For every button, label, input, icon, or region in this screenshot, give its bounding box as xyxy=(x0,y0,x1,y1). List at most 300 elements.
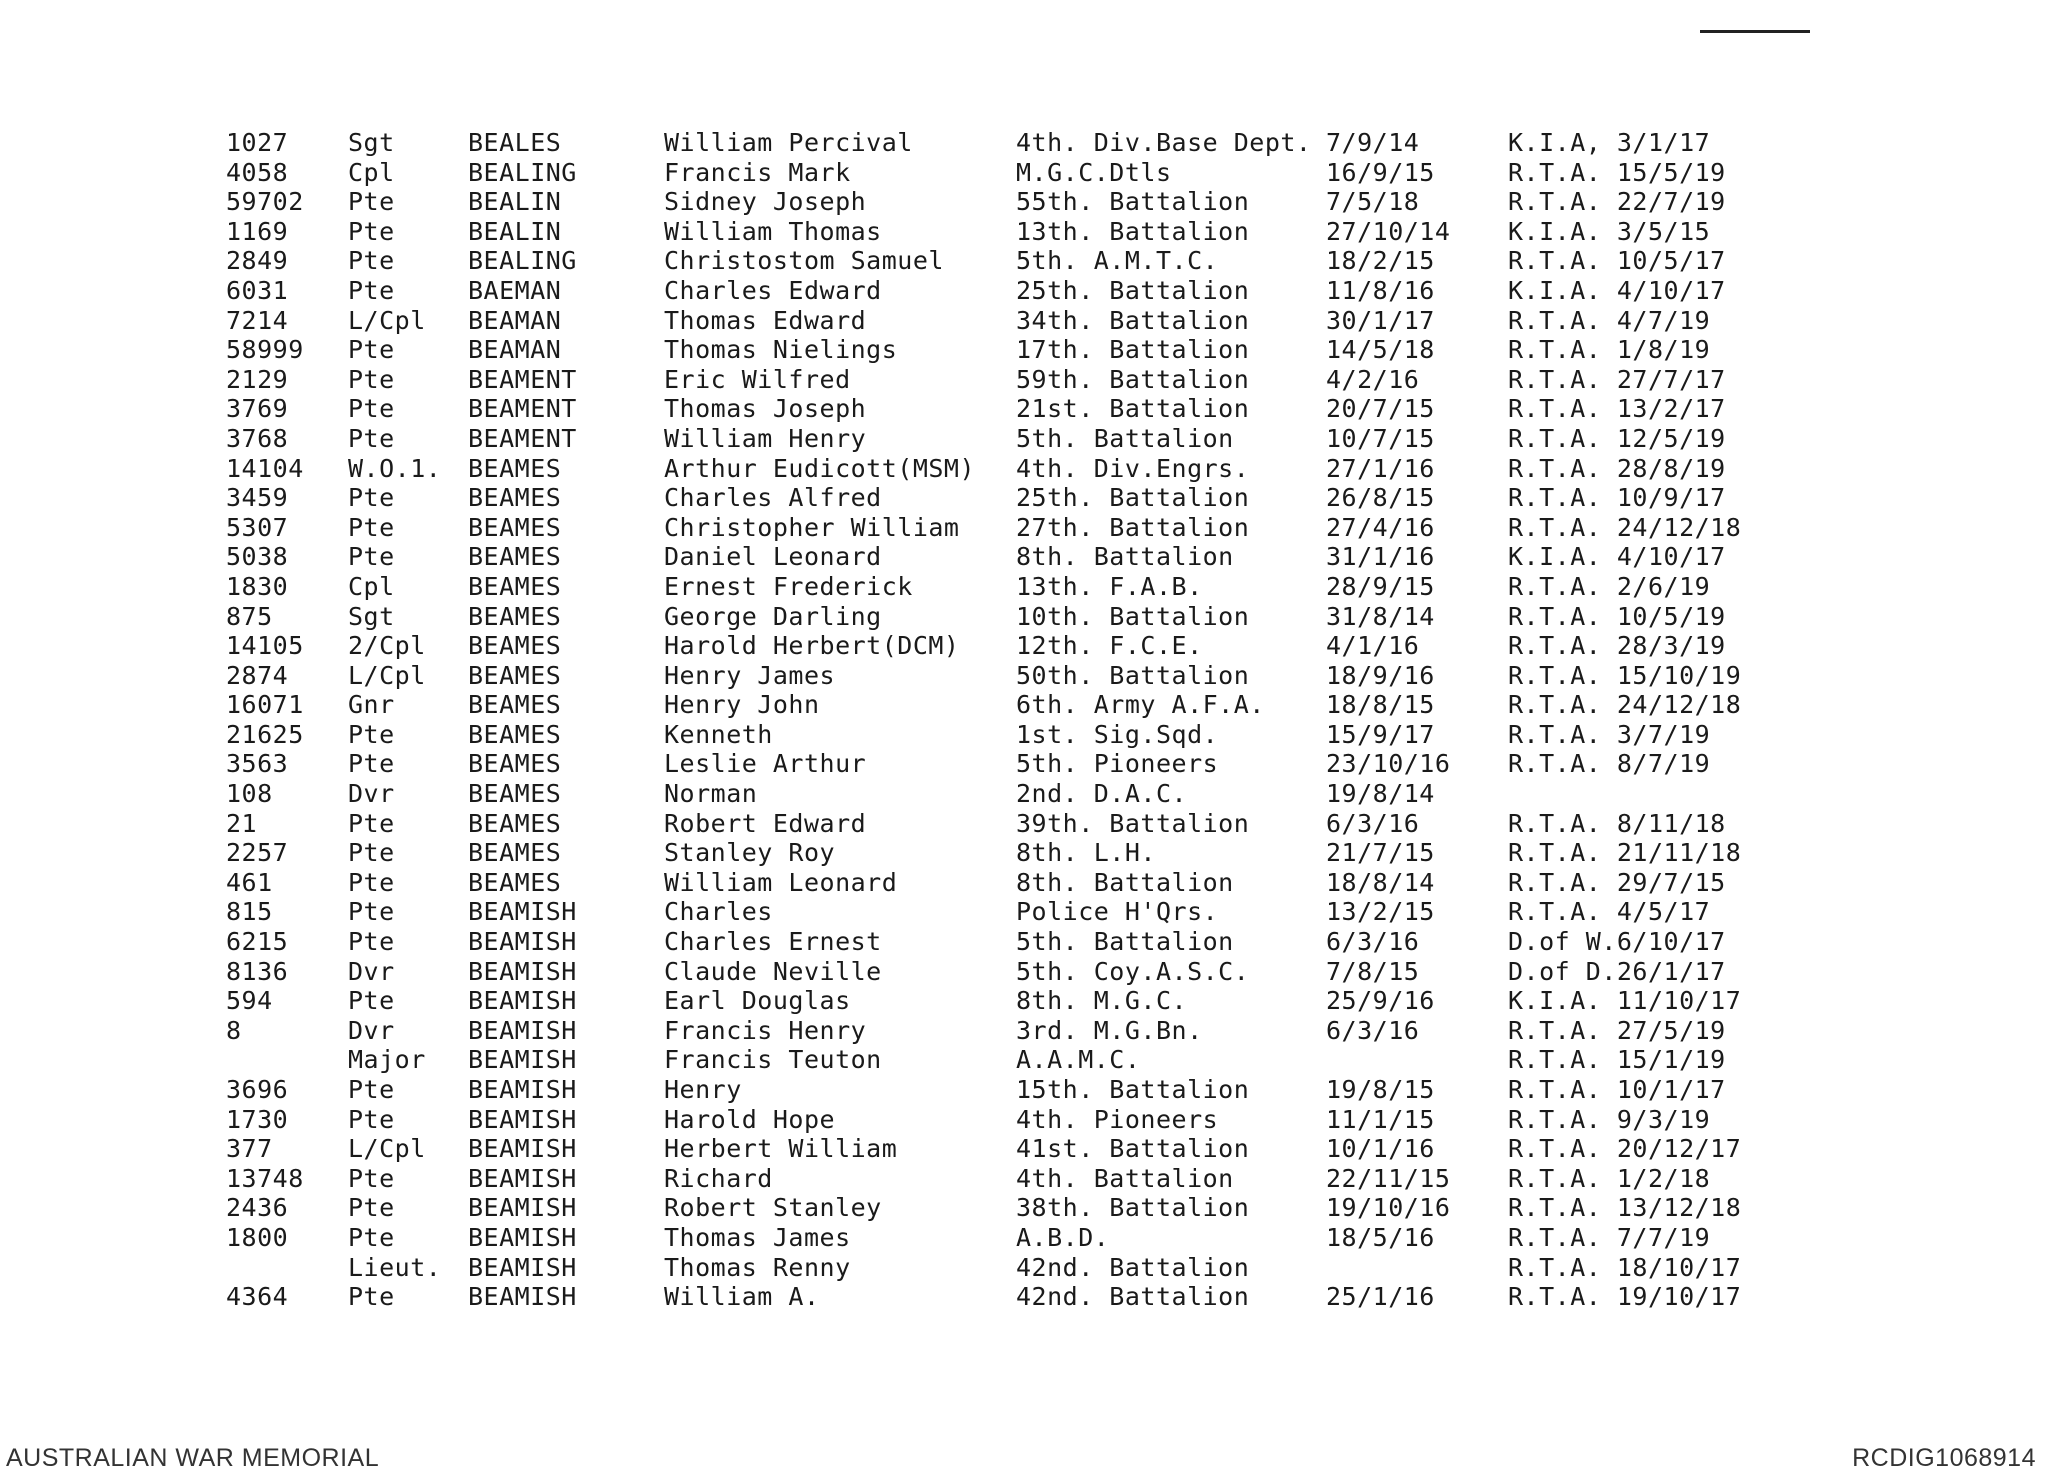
rank: Pte xyxy=(348,1282,395,1312)
fate: R.T.A. 20/12/17 xyxy=(1508,1134,1742,1164)
surname: BEALIN xyxy=(468,187,562,217)
surname: BEAMES xyxy=(468,808,562,838)
service-number: 5307 xyxy=(226,512,289,542)
surname: BEAMAN xyxy=(468,335,562,365)
rank: Pte xyxy=(348,246,395,276)
roll-entry xyxy=(0,720,2048,750)
enlistment-date: 11/8/16 xyxy=(1326,275,1435,305)
given-names: Henry xyxy=(664,1075,742,1104)
given-names: Daniel Leonard xyxy=(664,542,882,572)
rank: Pte xyxy=(348,867,395,897)
service-number: 6215 xyxy=(226,927,289,957)
roll-entry xyxy=(0,631,2048,661)
service-number: 2874 xyxy=(226,660,289,690)
service-number: 59702 xyxy=(226,187,304,217)
service-number: 108 xyxy=(226,779,273,809)
roll-entry xyxy=(0,1134,2048,1164)
service-number: 4364 xyxy=(226,1282,289,1312)
service-number: 875 xyxy=(226,601,273,631)
rank: Pte xyxy=(348,216,395,246)
service-number: 3459 xyxy=(226,483,289,513)
rank: Dvr xyxy=(348,1015,395,1045)
rank: Pte xyxy=(348,394,395,424)
roll-entry xyxy=(0,365,2048,395)
fate: R.T.A. 2/6/19 xyxy=(1508,571,1711,601)
rank: Pte xyxy=(348,187,395,217)
rank: L/Cpl xyxy=(348,660,426,690)
enlistment-date: 18/5/16 xyxy=(1326,1222,1435,1252)
roll-entry xyxy=(0,1253,2048,1283)
fate: R.T.A. 18/10/17 xyxy=(1508,1252,1742,1282)
enlistment-date: 7/9/14 xyxy=(1326,128,1420,157)
unit: 59th. Battalion xyxy=(1016,364,1250,394)
rank: Pte xyxy=(348,542,395,572)
fate: R.T.A. 3/7/19 xyxy=(1508,719,1711,749)
surname: BEAMISH xyxy=(468,1163,577,1193)
fate: R.T.A. 27/7/17 xyxy=(1508,364,1726,394)
surname: BAEMAN xyxy=(468,275,562,305)
fate: R.T.A. 1/8/19 xyxy=(1508,335,1711,365)
surname: BEALIN xyxy=(468,216,562,246)
given-names: Harold Hope xyxy=(664,1104,836,1134)
service-number: 14104 xyxy=(226,453,304,483)
surname: BEAMENT xyxy=(468,423,577,453)
enlistment-date: 10/7/15 xyxy=(1326,423,1435,453)
unit: 15th. Battalion xyxy=(1016,1075,1250,1104)
given-names: Thomas James xyxy=(664,1222,851,1252)
fate: R.T.A. 8/7/19 xyxy=(1508,749,1711,779)
roll-entry xyxy=(0,483,2048,513)
surname: BEAMISH xyxy=(468,897,577,927)
service-number: 8136 xyxy=(226,956,289,986)
enlistment-date: 18/2/15 xyxy=(1326,246,1435,276)
service-number: 1730 xyxy=(226,1104,289,1134)
fate: D.of D.26/1/17 xyxy=(1508,956,1726,986)
roll-entry xyxy=(0,957,2048,987)
surname: BEAMES xyxy=(468,601,562,631)
given-names: Stanley Roy xyxy=(664,838,836,868)
enlistment-date: 18/8/15 xyxy=(1326,690,1435,720)
enlistment-date: 19/8/14 xyxy=(1326,779,1435,809)
fate: R.T.A. 22/7/19 xyxy=(1508,187,1726,217)
given-names: William A. xyxy=(664,1282,820,1312)
given-names: Robert Edward xyxy=(664,808,867,838)
given-names: Thomas Nielings xyxy=(664,335,898,365)
roll-entry xyxy=(0,128,2048,158)
service-number: 13748 xyxy=(226,1163,304,1193)
rank: Pte xyxy=(348,1222,395,1252)
fate: R.T.A. 10/1/17 xyxy=(1508,1075,1726,1104)
rank: Pte xyxy=(348,986,395,1016)
roll-entry xyxy=(0,158,2048,188)
roll-entry xyxy=(0,661,2048,691)
unit: 39th. Battalion xyxy=(1016,808,1250,838)
surname: BEAMISH xyxy=(468,1104,577,1134)
enlistment-date: 31/1/16 xyxy=(1326,542,1435,572)
roll-entry xyxy=(0,1075,2048,1105)
unit: 4th. Div.Base Dept. xyxy=(1016,128,1312,157)
fate: R.T.A. 27/5/19 xyxy=(1508,1015,1726,1045)
unit: M.G.C.Dtls xyxy=(1016,157,1172,187)
fate: R.T.A. 4/5/17 xyxy=(1508,897,1711,927)
page-mark xyxy=(1700,30,1810,33)
given-names: William Henry xyxy=(664,423,867,453)
unit: 5th. Pioneers xyxy=(1016,749,1219,779)
service-number: 3696 xyxy=(226,1075,289,1104)
enlistment-date: 22/11/15 xyxy=(1326,1163,1451,1193)
enlistment-date: 7/5/18 xyxy=(1326,187,1420,217)
enlistment-date: 20/7/15 xyxy=(1326,394,1435,424)
footer-reference: RCDIG1068914 xyxy=(1852,1444,2036,1472)
unit: 10th. Battalion xyxy=(1016,601,1250,631)
enlistment-date: 26/8/15 xyxy=(1326,483,1435,513)
rank: Dvr xyxy=(348,956,395,986)
service-number: 815 xyxy=(226,897,273,927)
rank: L/Cpl xyxy=(348,1134,426,1164)
enlistment-date: 4/2/16 xyxy=(1326,364,1420,394)
given-names: Richard xyxy=(664,1163,773,1193)
unit: 6th. Army A.F.A. xyxy=(1016,690,1265,720)
rank: Pte xyxy=(348,512,395,542)
fate: R.T.A. 15/10/19 xyxy=(1508,660,1742,690)
rank: Pte xyxy=(348,927,395,957)
unit: 12th. F.C.E. xyxy=(1016,631,1203,661)
service-number: 21625 xyxy=(226,719,304,749)
given-names: Kenneth xyxy=(664,719,773,749)
service-number: 1830 xyxy=(226,571,289,601)
roll-entry xyxy=(0,868,2048,898)
service-number: 2436 xyxy=(226,1193,289,1223)
fate: R.T.A. 13/12/18 xyxy=(1508,1193,1742,1223)
enlistment-date: 23/10/16 xyxy=(1326,749,1451,779)
roll-entry xyxy=(0,276,2048,306)
unit: 34th. Battalion xyxy=(1016,305,1250,335)
surname: BEAMES xyxy=(468,483,562,513)
enlistment-date: 28/9/15 xyxy=(1326,571,1435,601)
fate: R.T.A. 24/12/18 xyxy=(1508,512,1742,542)
enlistment-date: 18/8/14 xyxy=(1326,867,1435,897)
rank: L/Cpl xyxy=(348,305,426,335)
unit: 25th. Battalion xyxy=(1016,483,1250,513)
fate: D.of W.6/10/17 xyxy=(1508,927,1726,957)
given-names: Leslie Arthur xyxy=(664,749,867,779)
unit: 50th. Battalion xyxy=(1016,660,1250,690)
given-names: Christostom Samuel xyxy=(664,246,944,276)
service-number: 3563 xyxy=(226,749,289,779)
roll-entry xyxy=(0,1282,2048,1312)
given-names: Charles Edward xyxy=(664,275,882,305)
given-names: Thomas Renny xyxy=(664,1252,851,1282)
unit: A.B.D. xyxy=(1016,1222,1110,1252)
fate: R.T.A. 15/1/19 xyxy=(1508,1045,1726,1075)
surname: BEAMISH xyxy=(468,1282,577,1312)
enlistment-date: 6/3/16 xyxy=(1326,1015,1420,1045)
unit: 1st. Sig.Sqd. xyxy=(1016,719,1219,749)
unit: 25th. Battalion xyxy=(1016,275,1250,305)
given-names: Thomas Edward xyxy=(664,305,867,335)
roll-entry xyxy=(0,1045,2048,1075)
unit: A.A.M.C. xyxy=(1016,1045,1141,1075)
rank: Pte xyxy=(348,1104,395,1134)
given-names: Norman xyxy=(664,779,758,809)
roll-entry xyxy=(0,1016,2048,1046)
surname: BEAMENT xyxy=(468,394,577,424)
rank: Pte xyxy=(348,808,395,838)
unit: 2nd. D.A.C. xyxy=(1016,779,1188,809)
fate: R.T.A. 4/7/19 xyxy=(1508,305,1711,335)
surname: BEAMISH xyxy=(468,1045,577,1075)
unit: 5th. Battalion xyxy=(1016,927,1234,957)
rank: Pte xyxy=(348,275,395,305)
roll-entry xyxy=(0,749,2048,779)
roll-entry xyxy=(0,690,2048,720)
enlistment-date: 10/1/16 xyxy=(1326,1134,1435,1164)
roll-entry xyxy=(0,424,2048,454)
rank: Pte xyxy=(348,483,395,513)
fate: R.T.A. 21/11/18 xyxy=(1508,838,1742,868)
rank: Pte xyxy=(348,335,395,365)
unit: 42nd. Battalion xyxy=(1016,1252,1250,1282)
enlistment-date: 15/9/17 xyxy=(1326,719,1435,749)
roll-entry xyxy=(0,187,2048,217)
surname: BEALING xyxy=(468,246,577,276)
roll-entry xyxy=(0,1164,2048,1194)
enlistment-date: 11/1/15 xyxy=(1326,1104,1435,1134)
rank: Pte xyxy=(348,749,395,779)
surname: BEAMES xyxy=(468,453,562,483)
enlistment-date: 18/9/16 xyxy=(1326,660,1435,690)
fate: R.T.A. 15/5/19 xyxy=(1508,157,1726,187)
enlistment-date: 19/8/15 xyxy=(1326,1075,1435,1104)
roll-entry xyxy=(0,335,2048,365)
given-names: Francis Henry xyxy=(664,1015,867,1045)
rank: Pte xyxy=(348,838,395,868)
enlistment-date: 27/10/14 xyxy=(1326,216,1451,246)
unit: 3rd. M.G.Bn. xyxy=(1016,1015,1203,1045)
surname: BEAMISH xyxy=(468,1193,577,1223)
surname: BEAMES xyxy=(468,690,562,720)
enlistment-date: 13/2/15 xyxy=(1326,897,1435,927)
fate: R.T.A. 10/9/17 xyxy=(1508,483,1726,513)
given-names: William Thomas xyxy=(664,216,882,246)
roll-entry xyxy=(0,542,2048,572)
surname: BEAMES xyxy=(468,631,562,661)
service-number: 3768 xyxy=(226,423,289,453)
unit: 42nd. Battalion xyxy=(1016,1282,1250,1312)
unit: 17th. Battalion xyxy=(1016,335,1250,365)
given-names: Herbert William xyxy=(664,1134,898,1164)
rank: W.O.1. xyxy=(348,453,442,483)
given-names: Earl Douglas xyxy=(664,986,851,1016)
unit: 8th. Battalion xyxy=(1016,867,1234,897)
given-names: William Leonard xyxy=(664,867,898,897)
roll-entry xyxy=(0,246,2048,276)
service-number: 4058 xyxy=(226,157,289,187)
fate: K.I.A. 4/10/17 xyxy=(1508,542,1726,572)
fate: R.T.A. 28/3/19 xyxy=(1508,631,1726,661)
service-number: 6031 xyxy=(226,275,289,305)
fate: K.I.A, 3/1/17 xyxy=(1508,128,1711,157)
given-names: Thomas Joseph xyxy=(664,394,867,424)
roll-entry xyxy=(0,306,2048,336)
given-names: William Percival xyxy=(664,128,913,157)
unit: 41st. Battalion xyxy=(1016,1134,1250,1164)
rank: Pte xyxy=(348,897,395,927)
fate: K.I.A. 4/10/17 xyxy=(1508,275,1726,305)
roll-entry xyxy=(0,1105,2048,1135)
roll-entry xyxy=(0,779,2048,809)
rank: Cpl xyxy=(348,571,395,601)
roll-entry xyxy=(0,1193,2048,1223)
service-number: 14105 xyxy=(226,631,304,661)
surname: BEAMES xyxy=(468,838,562,868)
given-names: Henry John xyxy=(664,690,820,720)
surname: BEAMISH xyxy=(468,1134,577,1164)
service-number: 5038 xyxy=(226,542,289,572)
roll-entry xyxy=(0,572,2048,602)
rank: Sgt xyxy=(348,601,395,631)
unit: 27th. Battalion xyxy=(1016,512,1250,542)
surname: BEAMES xyxy=(468,542,562,572)
roll-entry xyxy=(0,897,2048,927)
fate: R.T.A. 29/7/15 xyxy=(1508,867,1726,897)
fate: R.T.A. 24/12/18 xyxy=(1508,690,1742,720)
enlistment-date: 27/4/16 xyxy=(1326,512,1435,542)
unit: Police H'Qrs. xyxy=(1016,897,1219,927)
roll-entry xyxy=(0,1223,2048,1253)
rank: Sgt xyxy=(348,128,395,157)
unit: 5th. A.M.T.C. xyxy=(1016,246,1219,276)
given-names: George Darling xyxy=(664,601,882,631)
surname: BEAMES xyxy=(468,749,562,779)
fate: K.I.A. 11/10/17 xyxy=(1508,986,1742,1016)
enlistment-date: 31/8/14 xyxy=(1326,601,1435,631)
unit: 13th. Battalion xyxy=(1016,216,1250,246)
surname: BEAMES xyxy=(468,719,562,749)
service-number: 1169 xyxy=(226,216,289,246)
unit: 8th. Battalion xyxy=(1016,542,1234,572)
rank: Lieut. xyxy=(348,1252,442,1282)
service-number: 1027 xyxy=(226,128,289,157)
rank: Pte xyxy=(348,1163,395,1193)
service-number: 1800 xyxy=(226,1222,289,1252)
fate: R.T.A. 8/11/18 xyxy=(1508,808,1726,838)
service-number: 2129 xyxy=(226,364,289,394)
given-names: Charles Alfred xyxy=(664,483,882,513)
surname: BEAMISH xyxy=(468,986,577,1016)
given-names: Charles xyxy=(664,897,773,927)
rank: Cpl xyxy=(348,157,395,187)
fate: R.T.A. 12/5/19 xyxy=(1508,423,1726,453)
service-number: 21 xyxy=(226,808,258,838)
given-names: Harold Herbert(DCM) xyxy=(664,631,960,661)
fate: R.T.A. 19/10/17 xyxy=(1508,1282,1742,1312)
unit: 5th. Battalion xyxy=(1016,423,1234,453)
surname: BEAMISH xyxy=(468,1252,577,1282)
given-names: Charles Ernest xyxy=(664,927,882,957)
surname: BEAMES xyxy=(468,779,562,809)
unit: 4th. Battalion xyxy=(1016,1163,1234,1193)
fate: R.T.A. 10/5/17 xyxy=(1508,246,1726,276)
given-names: Claude Neville xyxy=(664,956,882,986)
surname: BEAMES xyxy=(468,660,562,690)
service-number: 3769 xyxy=(226,394,289,424)
rank: Gnr xyxy=(348,690,395,720)
service-number: 7214 xyxy=(226,305,289,335)
enlistment-date: 25/9/16 xyxy=(1326,986,1435,1016)
rank: Pte xyxy=(348,719,395,749)
given-names: Francis Teuton xyxy=(664,1045,882,1075)
roll-entry xyxy=(0,394,2048,424)
given-names: Sidney Joseph xyxy=(664,187,867,217)
fate: R.T.A. 10/5/19 xyxy=(1508,601,1726,631)
enlistment-date: 4/1/16 xyxy=(1326,631,1420,661)
fate: R.T.A. 7/7/19 xyxy=(1508,1222,1711,1252)
enlistment-date: 16/9/15 xyxy=(1326,157,1435,187)
fate: R.T.A. 1/2/18 xyxy=(1508,1163,1711,1193)
service-number: 594 xyxy=(226,986,273,1016)
service-number: 8 xyxy=(226,1015,242,1045)
rank: Pte xyxy=(348,1075,395,1104)
rank: Pte xyxy=(348,423,395,453)
roll-entry xyxy=(0,217,2048,247)
surname: BEAMAN xyxy=(468,305,562,335)
fate: K.I.A. 3/5/15 xyxy=(1508,216,1711,246)
enlistment-date: 7/8/15 xyxy=(1326,956,1420,986)
enlistment-date: 25/1/16 xyxy=(1326,1282,1435,1312)
surname: BEAMISH xyxy=(468,1015,577,1045)
service-number: 16071 xyxy=(226,690,304,720)
unit: 4th. Pioneers xyxy=(1016,1104,1219,1134)
unit: 4th. Div.Engrs. xyxy=(1016,453,1250,483)
unit: 8th. M.G.C. xyxy=(1016,986,1188,1016)
rank: 2/Cpl xyxy=(348,631,426,661)
enlistment-date: 6/3/16 xyxy=(1326,808,1420,838)
surname: BEAMES xyxy=(468,867,562,897)
surname: BEAMISH xyxy=(468,1222,577,1252)
unit: 8th. L.H. xyxy=(1016,838,1156,868)
surname: BEAMISH xyxy=(468,927,577,957)
rank: Major xyxy=(348,1045,426,1075)
surname: BEALING xyxy=(468,157,577,187)
fate: R.T.A. 9/3/19 xyxy=(1508,1104,1711,1134)
fate: R.T.A. 13/2/17 xyxy=(1508,394,1726,424)
enlistment-date: 6/3/16 xyxy=(1326,927,1420,957)
enlistment-date: 21/7/15 xyxy=(1326,838,1435,868)
enlistment-date: 30/1/17 xyxy=(1326,305,1435,335)
roll-entry xyxy=(0,927,2048,957)
unit: 55th. Battalion xyxy=(1016,187,1250,217)
given-names: Eric Wilfred xyxy=(664,364,851,394)
service-number: 461 xyxy=(226,867,273,897)
enlistment-date: 19/10/16 xyxy=(1326,1193,1451,1223)
given-names: Arthur Eudicott(MSM) xyxy=(664,453,976,483)
service-number: 58999 xyxy=(226,335,304,365)
surname: BEALES xyxy=(468,128,562,157)
given-names: Christopher William xyxy=(664,512,960,542)
unit: 5th. Coy.A.S.C. xyxy=(1016,956,1250,986)
enlistment-date: 27/1/16 xyxy=(1326,453,1435,483)
surname: BEAMES xyxy=(468,571,562,601)
service-number: 377 xyxy=(226,1134,273,1164)
roll-entry xyxy=(0,986,2048,1016)
rank: Pte xyxy=(348,1193,395,1223)
unit: 38th. Battalion xyxy=(1016,1193,1250,1223)
unit: 21st. Battalion xyxy=(1016,394,1250,424)
surname: BEAMENT xyxy=(468,364,577,394)
fate: R.T.A. 28/8/19 xyxy=(1508,453,1726,483)
rank: Pte xyxy=(348,364,395,394)
